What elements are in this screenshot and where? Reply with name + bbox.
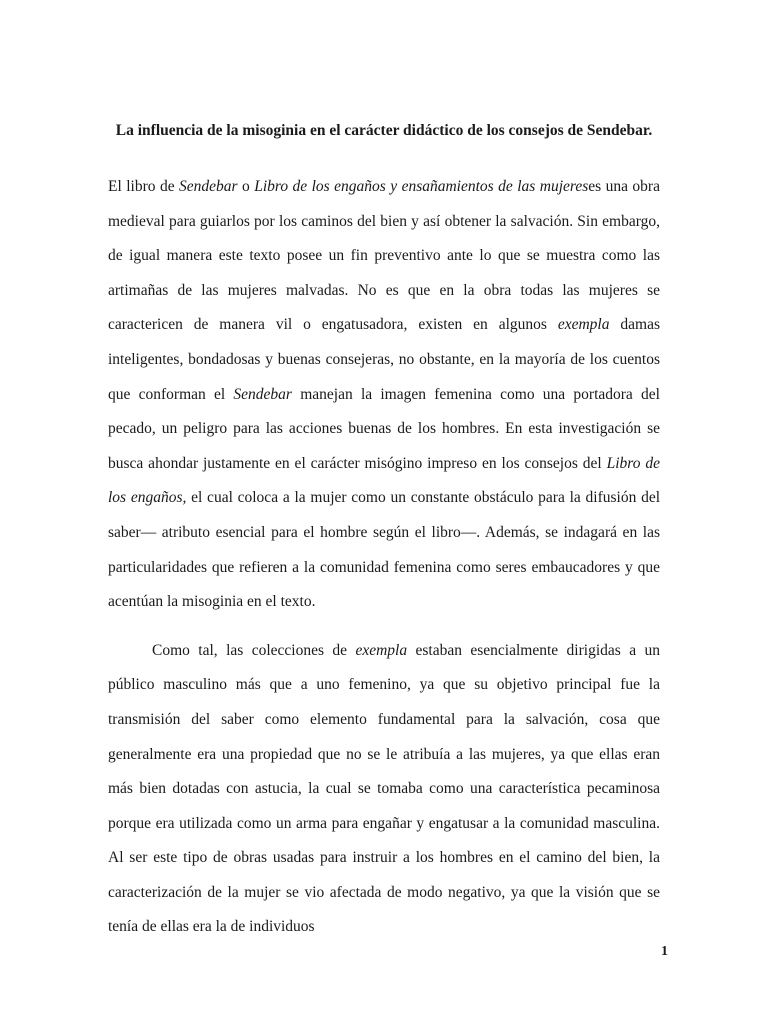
paragraph-1-italic-libro-title: Libro de los engaños y ensañamientos de las mujeres xyxy=(254,178,589,195)
document-body xyxy=(108,170,660,945)
paragraph-1-text: el cual coloca a la mujer como un constante obstáculo para la difusión del saber— atributo esencial para el hombre según el libro—. Además, se indagará en las particularidades que refieren a la comunidad femenina como seres embaucadores y que acentúan la misoginia en el texto. xyxy=(108,489,661,611)
paragraph-1-text: damas inteligentes, bondadosas y buenas consejeras, no obstante, en la mayoría de los cuentos que conforman el xyxy=(108,316,660,403)
paragraph-1-text: es una obra medieval para guiarlos por los caminos del bien y así obtener la salvación. Sin embargo, de igual manera este texto posee un fin preventivo ante lo que se muestra como las artimañas de las mujeres malvadas. No es que en la obra todas las mujeres se caractericen de manera vil o engatusadora, existen en algunos xyxy=(108,178,660,334)
paragraph-1-text: manejan la imagen femenina como una portadora del pecado, un peligro para las acciones buenas de los hombres. En esta investigación se busca ahondar justamente en el carácter misógino impreso en los consejos del xyxy=(108,385,660,472)
paragraph-2-text: Como tal, las colecciones de xyxy=(152,641,356,659)
document-title: La influencia de la misoginia en el carácter didáctico de los consejos de Sendebar. xyxy=(115,122,653,139)
paragraph-1-italic-libro-engaños: Libro de los engaños, xyxy=(108,454,661,507)
page-number: 1 xyxy=(661,944,668,959)
paragraph-1-text: El libro de xyxy=(108,178,180,195)
paragraph-2-text: estaban esencialmente dirigidas a un público masculino más que a uno femenino, ya que su objetivo principal fue la transmisión del saber como elemento fundamental para la salvación, cosa que generalmente era una propiedad que no se le atribuía a las mujeres, ya que ellas eran más bien dotadas con astucia, la cual se tomaba como una característica pecaminosa porque era utilizada como un arma para engañar y engatusar a la comunidad masculina. Al ser este tipo de obras usadas para instruir a los hombres en el camino del bien, la caracterización de la mujer se vio afectada de modo negativo, ya que la visión que se tenía de ellas era la de individuos xyxy=(108,641,660,936)
paragraph-2-italic-exempla: exempla xyxy=(355,641,408,659)
paragraph-2 xyxy=(108,634,660,945)
paragraph-1 xyxy=(108,170,660,620)
paragraph-1-italic-sendebar: Sendebar xyxy=(179,178,238,195)
paragraph-1-italic-sendebar-2: Sendebar xyxy=(233,385,292,403)
paragraph-1-text: o xyxy=(237,178,255,195)
paragraph-1-italic-exempla: exempla xyxy=(557,316,610,334)
